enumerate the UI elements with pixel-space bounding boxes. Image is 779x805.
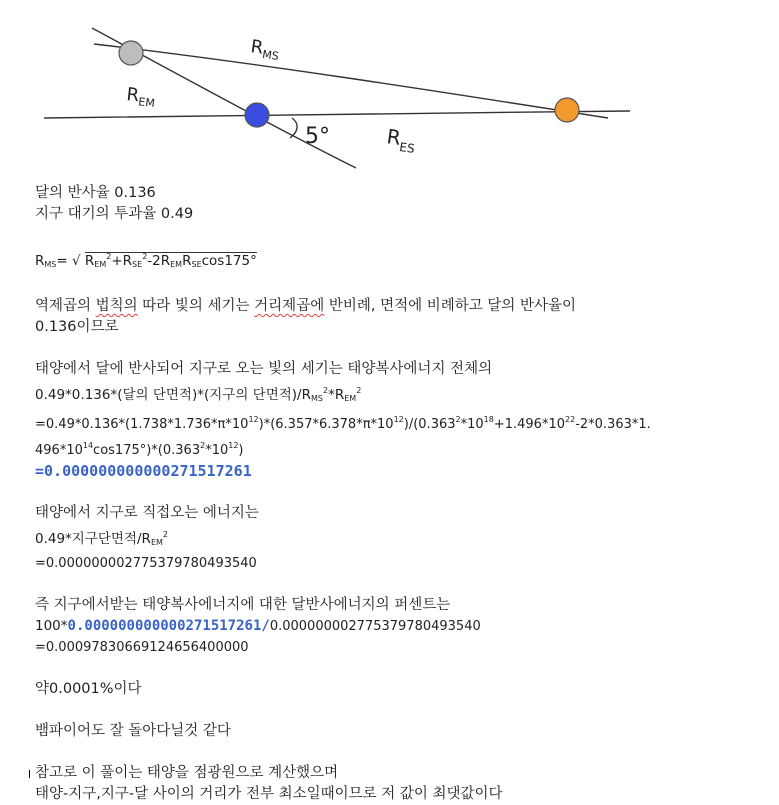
text-line: 달의 반사율 0.136 bbox=[35, 185, 156, 201]
text-line: 뱀파이어도 잘 돌아다닐것 같다 bbox=[35, 723, 231, 739]
text-line: =0.0009783066912465640000​0 bbox=[35, 640, 249, 655]
label-res: $R_{ES}$ bbox=[385, 124, 416, 156]
label-angle: 5° bbox=[305, 124, 330, 149]
line-moon-sun bbox=[94, 44, 608, 118]
formula-rms: $R_{MS}=$ √ $R_{EM}^2+R_{SE}^2-2R_{EM}R_{SE}\cos 175^\circ$ bbox=[35, 252, 257, 269]
label-rms: $R_{MS}$ bbox=[249, 36, 280, 63]
text-line: 0.136이므로 bbox=[35, 319, 119, 335]
text-line: 태양에서 달에 반사되어 지구로 오는 빛의 세기는 태양복사에너지 전체의 bbox=[35, 361, 493, 377]
text-line: $496*10^{14}\cos 175^\circ)*(0.363^2*10^{12})$ bbox=[35, 441, 244, 458]
text-line: 약0.0001%이다 bbox=[35, 681, 142, 697]
text-line: 참고로 이 풀이는 태양을 점광원으로 계산했으며 bbox=[35, 765, 339, 781]
text-line: 태양에서 지구로 직접오는 에너지는 bbox=[35, 505, 259, 521]
document-body bbox=[35, 183, 755, 805]
line-earth-sun bbox=[44, 111, 630, 118]
sun-circle bbox=[555, 98, 579, 122]
text-line: =0.000000002775379780493540 bbox=[35, 556, 257, 571]
text-line: 0.49*지구단면적$/R_{EM}^2$ bbox=[35, 530, 169, 547]
text-line: 태양-지구,지구-달 사이의 거리가 전부 최소일때이므로 저 값이 최댓값이다 bbox=[35, 786, 503, 802]
moon-circle bbox=[119, 41, 143, 65]
result-reflected: =0.000000000000271517261 bbox=[35, 462, 252, 480]
earth-circle bbox=[245, 103, 269, 127]
orbit-sketch bbox=[0, 0, 779, 175]
text-cursor bbox=[29, 770, 30, 778]
text-line: 지구 대기의 투과율 0.49 bbox=[35, 206, 194, 222]
text-line: $=0.49*0.136*(1.738*1.736*\pi*10^{12})*(6.357*6.378*\pi*10^{12})/(0.363^2*10^{18}+1.496*10^{22}-2*0.363*1$. bbox=[35, 415, 651, 432]
label-rem: $R_{EM}$ bbox=[125, 84, 156, 110]
text-line: 즉 지구에서받는 태양복사에너지에 대한 달반사에너지의 퍼센트는 bbox=[35, 597, 451, 613]
text-line: 0.49*0.136*(달의 단면적)*(지구의 단면적)$/R_{MS}^2*R_{EM}^2$ bbox=[35, 386, 362, 403]
text-line: 역제곱의 법칙의 따라 빛의 세기는 거리제곱에 반비례, 면적에 비례하고 달의 반사율이 bbox=[35, 298, 576, 314]
text-line: 100*0.000000000000271517261/0.000000002775379780493540 bbox=[35, 618, 481, 634]
